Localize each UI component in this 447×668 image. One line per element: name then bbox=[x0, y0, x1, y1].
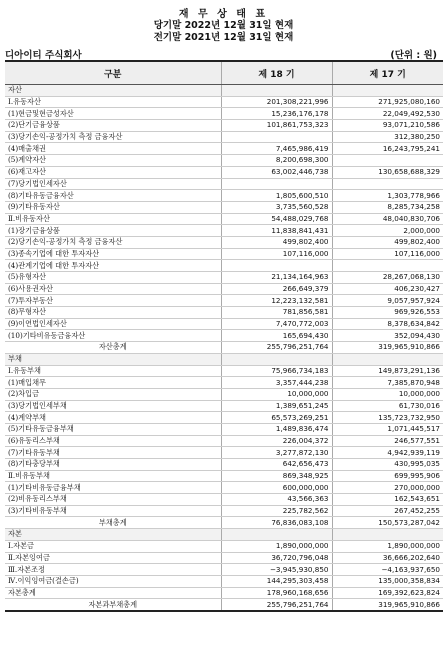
row-label: (3)기타비유동부채 bbox=[5, 505, 221, 517]
current-period-value: 1,890,000,000 bbox=[221, 540, 332, 552]
row-label: (4)매출채권 bbox=[5, 143, 221, 155]
table-row bbox=[5, 353, 443, 365]
table-row bbox=[5, 236, 443, 248]
table-row bbox=[5, 318, 443, 330]
current-period-value: 255,796,251,764 bbox=[221, 342, 332, 354]
table-row bbox=[5, 388, 443, 400]
row-label: Ⅳ.이익잉여금(결손금) bbox=[5, 575, 221, 587]
table-row bbox=[5, 377, 443, 389]
table-row bbox=[5, 564, 443, 576]
prior-period-value: 28,267,068,130 bbox=[332, 272, 443, 284]
prior-period-value: 10,000,000 bbox=[332, 388, 443, 400]
prior-period-value bbox=[332, 85, 443, 97]
current-period-value: 21,134,164,963 bbox=[221, 272, 332, 284]
column-header-prior: 제 17 기 bbox=[332, 61, 443, 85]
prior-period-value bbox=[332, 178, 443, 190]
prior-period-value: 16,243,795,241 bbox=[332, 143, 443, 155]
row-label: 자본총계 bbox=[5, 587, 221, 599]
table-row bbox=[5, 435, 443, 447]
prior-period-value: 8,285,734,258 bbox=[332, 201, 443, 213]
prior-period-value: 969,926,553 bbox=[332, 307, 443, 319]
row-label: Ⅲ.자본조정 bbox=[5, 564, 221, 576]
row-label: Ⅱ.자본잉여금 bbox=[5, 552, 221, 564]
prior-period-value: 499,802,400 bbox=[332, 236, 443, 248]
table-row bbox=[5, 108, 443, 120]
row-label: 자산 bbox=[5, 85, 221, 97]
row-label: Ⅰ.유동자산 bbox=[5, 96, 221, 108]
row-label: (4)관계기업에 대한 투자자산 bbox=[5, 260, 221, 272]
prior-period-value: 1,303,778,966 bbox=[332, 190, 443, 202]
current-period-value: 255,796,251,764 bbox=[221, 599, 332, 611]
row-label: (1)현금및현금성자산 bbox=[5, 108, 221, 120]
current-period-value: 165,694,430 bbox=[221, 330, 332, 342]
current-period-value: 226,004,372 bbox=[221, 435, 332, 447]
prior-period-value: 107,116,000 bbox=[332, 248, 443, 260]
prior-period-value: 169,392,623,824 bbox=[332, 587, 443, 599]
table-row bbox=[5, 575, 443, 587]
current-period-value bbox=[221, 353, 332, 365]
prior-period-value: 406,230,427 bbox=[332, 283, 443, 295]
current-period-value: 869,348,925 bbox=[221, 470, 332, 482]
row-label: (8)기타충당부채 bbox=[5, 459, 221, 471]
company-name: 디아이티 주식회사 bbox=[5, 50, 82, 61]
row-label: (5)기타유동금융부채 bbox=[5, 423, 221, 435]
table-row bbox=[5, 517, 443, 529]
prior-period-value bbox=[332, 529, 443, 541]
current-period-value: 43,566,363 bbox=[221, 494, 332, 506]
table-row bbox=[5, 599, 443, 611]
current-period-value: 75,966,734,183 bbox=[221, 365, 332, 377]
prior-period-value: 699,995,906 bbox=[332, 470, 443, 482]
row-label: Ⅱ.비유동자산 bbox=[5, 213, 221, 225]
row-label: (9)기타유동자산 bbox=[5, 201, 221, 213]
prior-period-value: 162,543,651 bbox=[332, 494, 443, 506]
table-row bbox=[5, 272, 443, 284]
row-label: (5)유형자산 bbox=[5, 272, 221, 284]
row-label: (2)차입금 bbox=[5, 388, 221, 400]
current-period-value: 1,489,836,474 bbox=[221, 423, 332, 435]
table-row bbox=[5, 587, 443, 599]
current-period-value: 63,002,446,738 bbox=[221, 166, 332, 178]
table-row bbox=[5, 342, 443, 354]
table-body bbox=[5, 85, 443, 611]
prior-period: 전기말 2021년 12월 31일 현재 bbox=[153, 32, 294, 43]
table-row bbox=[5, 178, 443, 190]
table-row bbox=[5, 295, 443, 307]
prior-period-value: 135,000,358,834 bbox=[332, 575, 443, 587]
current-period-value: 8,200,698,300 bbox=[221, 155, 332, 167]
prior-period-value: 319,965,910,866 bbox=[332, 599, 443, 611]
row-label: 자본과부채총계 bbox=[5, 599, 221, 611]
table-row bbox=[5, 529, 443, 541]
statement-title: 재 무 상 태 표 bbox=[178, 9, 269, 20]
prior-period-value: 48,040,830,706 bbox=[332, 213, 443, 225]
row-label: (3)당기법인세부채 bbox=[5, 400, 221, 412]
row-label: (7)기타유동부채 bbox=[5, 447, 221, 459]
row-label: (6)유동리스부채 bbox=[5, 435, 221, 447]
table-row bbox=[5, 423, 443, 435]
table-row bbox=[5, 260, 443, 272]
prior-period-value: 246,577,551 bbox=[332, 435, 443, 447]
table-row bbox=[5, 166, 443, 178]
column-header-current: 제 18 기 bbox=[221, 61, 332, 85]
prior-period-value: 22,049,492,530 bbox=[332, 108, 443, 120]
row-label: 자산총계 bbox=[5, 342, 221, 354]
prior-period-value: 9,057,957,924 bbox=[332, 295, 443, 307]
row-label: (6)재고자산 bbox=[5, 166, 221, 178]
current-period-value: 10,000,000 bbox=[221, 388, 332, 400]
table-row bbox=[5, 85, 443, 97]
table-row bbox=[5, 283, 443, 295]
current-period-value: 12,223,132,581 bbox=[221, 295, 332, 307]
prior-period-value: 1,890,000,000 bbox=[332, 540, 443, 552]
table-row bbox=[5, 552, 443, 564]
row-label: (5)계약자산 bbox=[5, 155, 221, 167]
current-period-value: 7,465,986,419 bbox=[221, 143, 332, 155]
row-label: (2)단기금융상품 bbox=[5, 120, 221, 132]
prior-period-value: 270,000,000 bbox=[332, 482, 443, 494]
prior-period-value: 135,723,732,950 bbox=[332, 412, 443, 424]
current-period-value: 600,000,000 bbox=[221, 482, 332, 494]
table-row bbox=[5, 482, 443, 494]
prior-period-value: 36,666,202,640 bbox=[332, 552, 443, 564]
prior-period-value: 430,995,035 bbox=[332, 459, 443, 471]
prior-period-value: 130,658,688,329 bbox=[332, 166, 443, 178]
current-period-value: 7,470,772,003 bbox=[221, 318, 332, 330]
row-label: (7)투자부동산 bbox=[5, 295, 221, 307]
table-row bbox=[5, 447, 443, 459]
table-row bbox=[5, 143, 443, 155]
row-label: (6)사용권자산 bbox=[5, 283, 221, 295]
current-period-value: 36,720,796,048 bbox=[221, 552, 332, 564]
current-period-value: 1,805,600,510 bbox=[221, 190, 332, 202]
current-period-value: 11,838,841,431 bbox=[221, 225, 332, 237]
table-row bbox=[5, 155, 443, 167]
current-period-value: 107,116,000 bbox=[221, 248, 332, 260]
table-row bbox=[5, 213, 443, 225]
prior-period-value: 352,094,430 bbox=[332, 330, 443, 342]
prior-period-value: 267,452,255 bbox=[332, 505, 443, 517]
current-period-value: 65,573,269,251 bbox=[221, 412, 332, 424]
current-period-value bbox=[221, 131, 332, 143]
table-row bbox=[5, 505, 443, 517]
table-row bbox=[5, 190, 443, 202]
table-row bbox=[5, 470, 443, 482]
row-label: (10)기타비유동금융자산 bbox=[5, 330, 221, 342]
current-period-value: 201,308,221,996 bbox=[221, 96, 332, 108]
prior-period-value: 93,071,210,586 bbox=[332, 120, 443, 132]
table-row bbox=[5, 96, 443, 108]
prior-period-value: 319,965,910,866 bbox=[332, 342, 443, 354]
table-row bbox=[5, 412, 443, 424]
table-row bbox=[5, 120, 443, 132]
current-period-value: 144,295,303,458 bbox=[221, 575, 332, 587]
prior-period-value: 150,573,287,042 bbox=[332, 517, 443, 529]
row-label: 부채총계 bbox=[5, 517, 221, 529]
prior-period-value: 312,380,250 bbox=[332, 131, 443, 143]
row-label: 자본 bbox=[5, 529, 221, 541]
current-period-value: 101,861,753,323 bbox=[221, 120, 332, 132]
row-label: Ⅰ.유동부채 bbox=[5, 365, 221, 377]
current-period-value: 781,856,581 bbox=[221, 307, 332, 319]
row-label: 부채 bbox=[5, 353, 221, 365]
table-row bbox=[5, 365, 443, 377]
row-label: (1)장기금융상품 bbox=[5, 225, 221, 237]
current-period-value: 642,656,473 bbox=[221, 459, 332, 471]
prior-period-value: 1,071,445,517 bbox=[332, 423, 443, 435]
table-row bbox=[5, 131, 443, 143]
row-label: (7)당기법인세자산 bbox=[5, 178, 221, 190]
balance-sheet-table bbox=[5, 60, 443, 612]
row-label: Ⅰ.자본금 bbox=[5, 540, 221, 552]
table-row bbox=[5, 248, 443, 260]
current-period-value bbox=[221, 260, 332, 272]
prior-period-value: 2,000,000 bbox=[332, 225, 443, 237]
row-label: (2)비유동리스부채 bbox=[5, 494, 221, 506]
table-header-row bbox=[5, 61, 443, 85]
table-row bbox=[5, 225, 443, 237]
column-header-category: 구분 bbox=[5, 61, 221, 85]
prior-period-value: 4,942,939,119 bbox=[332, 447, 443, 459]
current-period-value: 3,277,872,130 bbox=[221, 447, 332, 459]
row-label: (3)종속기업에 대한 투자자산 bbox=[5, 248, 221, 260]
current-period-value: 76,836,083,108 bbox=[221, 517, 332, 529]
row-label: (4)계약부채 bbox=[5, 412, 221, 424]
table-row bbox=[5, 201, 443, 213]
current-period-value: 1,389,651,245 bbox=[221, 400, 332, 412]
current-period: 당기말 2022년 12월 31일 현재 bbox=[153, 20, 294, 31]
row-label: (8)기타유동금융자산 bbox=[5, 190, 221, 202]
table-row bbox=[5, 307, 443, 319]
prior-period-value: 8,378,634,842 bbox=[332, 318, 443, 330]
prior-period-value bbox=[332, 155, 443, 167]
row-label: (3)당기손익-공정가치 측정 금융자산 bbox=[5, 131, 221, 143]
table-row bbox=[5, 459, 443, 471]
current-period-value: 499,802,400 bbox=[221, 236, 332, 248]
row-label: (1)기타비유동금융부채 bbox=[5, 482, 221, 494]
current-period-value: −3,945,930,850 bbox=[221, 564, 332, 576]
current-period-value: 3,357,444,238 bbox=[221, 377, 332, 389]
current-period-value bbox=[221, 85, 332, 97]
row-label: (9)이연법인세자산 bbox=[5, 318, 221, 330]
current-period-value: 15,236,176,178 bbox=[221, 108, 332, 120]
prior-period-value: −4,163,937,650 bbox=[332, 564, 443, 576]
table-row bbox=[5, 400, 443, 412]
current-period-value: 178,960,168,656 bbox=[221, 587, 332, 599]
prior-period-value: 271,925,080,160 bbox=[332, 96, 443, 108]
current-period-value: 266,649,379 bbox=[221, 283, 332, 295]
table-row bbox=[5, 330, 443, 342]
prior-period-value bbox=[332, 260, 443, 272]
row-label: (8)무형자산 bbox=[5, 307, 221, 319]
current-period-value bbox=[221, 529, 332, 541]
current-period-value: 3,735,560,528 bbox=[221, 201, 332, 213]
unit-label: (단위 : 원) bbox=[390, 50, 437, 61]
row-label: (1)매입채무 bbox=[5, 377, 221, 389]
current-period-value: 225,782,562 bbox=[221, 505, 332, 517]
prior-period-value: 61,730,016 bbox=[332, 400, 443, 412]
table-row bbox=[5, 494, 443, 506]
row-label: (2)당기손익-공정가치 측정 금융자산 bbox=[5, 236, 221, 248]
row-label: Ⅱ.비유동부채 bbox=[5, 470, 221, 482]
table-row bbox=[5, 540, 443, 552]
prior-period-value: 149,873,291,136 bbox=[332, 365, 443, 377]
current-period-value: 54,488,029,768 bbox=[221, 213, 332, 225]
current-period-value bbox=[221, 178, 332, 190]
prior-period-value bbox=[332, 353, 443, 365]
prior-period-value: 7,385,870,948 bbox=[332, 377, 443, 389]
